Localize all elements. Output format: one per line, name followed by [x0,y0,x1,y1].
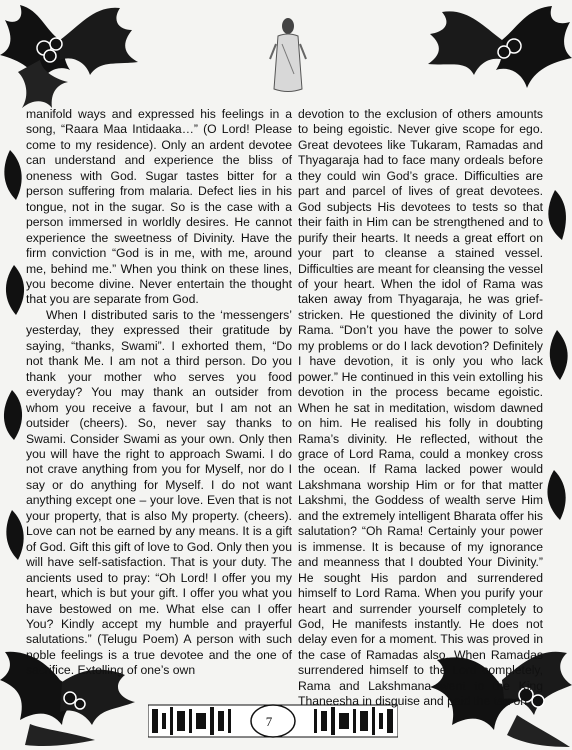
paragraph: manifold ways and expressed his feelings in a song, “Raara Maa Intidaaka…” (O Lord! Please come to my residence). Only an ardent devotee can understand and experience the bliss of oneness with God. Sugar tastes bitter for a person suffering from malaria. Defect lies in his tongue, not in the sugar. So is the case with a person immersed in worldly desires. He cannot experience the sweetness of Divinity. Have the firm conviction “God is in me, with me, around me, behind me.” When you think on these lines, you become divine. Never entertain the thought that you are separate from God. [26,107,292,307]
paragraph: When I distributed saris to the ‘messengers’ yesterday, they expressed their gratitude by saying, “thanks, Swami”. I exhorted them, “Do not thank Me. I am not a third person. Do you thank your mother who serves you food everyday? You may thank an outsider from whom you receive a favour, but I am not an outsider (cheers). So, never say thanks to Swami. Consider Swami as your own. Only then you will have the right to approach Swami. I do not crave anything from you for Myself, nor do I say or do anything for Myself. I do not want anything except one – your love. Even that is not your property, that is also My property. (cheers). Love can not be earned by any means. It is a gift of God. Gift this gift of love to God. Only then you will have self-satisfaction. That is your duty. The ancients used to pray: “Oh Lord! I offer you my heart, which is but your gift. I offer you what you have bestowed on me. What else can I offer You? Kindly accept my humble and prayerful salutations.” (Telugu Poem) A person with such noble feelings is a true devotee and the one of sacrifice. Extolling of one’s own [26,307,292,678]
holly-top-right-icon [422,0,572,110]
article-column-left [26,107,292,679]
page-number: 7 [265,714,273,729]
holly-leaf-right-2-icon [542,330,572,380]
holly-leaf-right-3-icon [540,470,570,520]
holly-top-left-icon [0,0,140,110]
holly-leaf-left-3-icon [0,390,28,440]
holly-leaf-right-1-icon [540,190,570,240]
article-column-right [298,107,543,710]
figure-icon [268,14,308,94]
paragraph: devotion to the exclusion of others amounts to being egoistic. Never give scope for ego. Great devotees like Tukaram, Ramadas and Thyagaraja had to face many ordeals before they could win God’s grace. Difficulties are part and parcel of lives of great devotees. God subjects His devotees to tests so that their faith in Him can be strengthened and to purify their hearts. It needs a great effort on your part to cleanse a stained vessel. Difficulties are meant for cleansing the vessel of your heart. When the idol of Rama was taken away from Thyagaraja, he was grief-stricken. He questioned the divinity of Lord Rama. “Don’t you have the power to solve my problems or do I lack devotion? Definitely I have devotion, it is only you who lack power.” He continued in this vein extolling his devotion in the process became egoistic. When he sat in meditation, wisdom dawned on him. He realised his folly in doubting Rama’s divinity. He reflected, without the grace of Lord Rama, could a monkey cross the ocean. If Rama lacked power would Lakshmana worship Him or for that matter Lakshmi, the Goddess of wealth serve Him and the extremely intelligent Bharata offer his salutation? “Oh Rama! Certainly your power is immense. It is because of my ignorance and meanness that I doubted Your Divinity.” He sought His pardon and surrendered himself to Lord Rama. When you purify your heart and surrender yourself completely to God, He manifests instantly. He does not delay even for a moment. This was proved in the case of Ramadas also. When Ramadas surrendered himself to the Lord completely, Rama and Lakshmana went to the King Thaneesha in disguise and paid the tax on [298,107,543,709]
holly-leaf-left-1-icon [0,150,28,200]
